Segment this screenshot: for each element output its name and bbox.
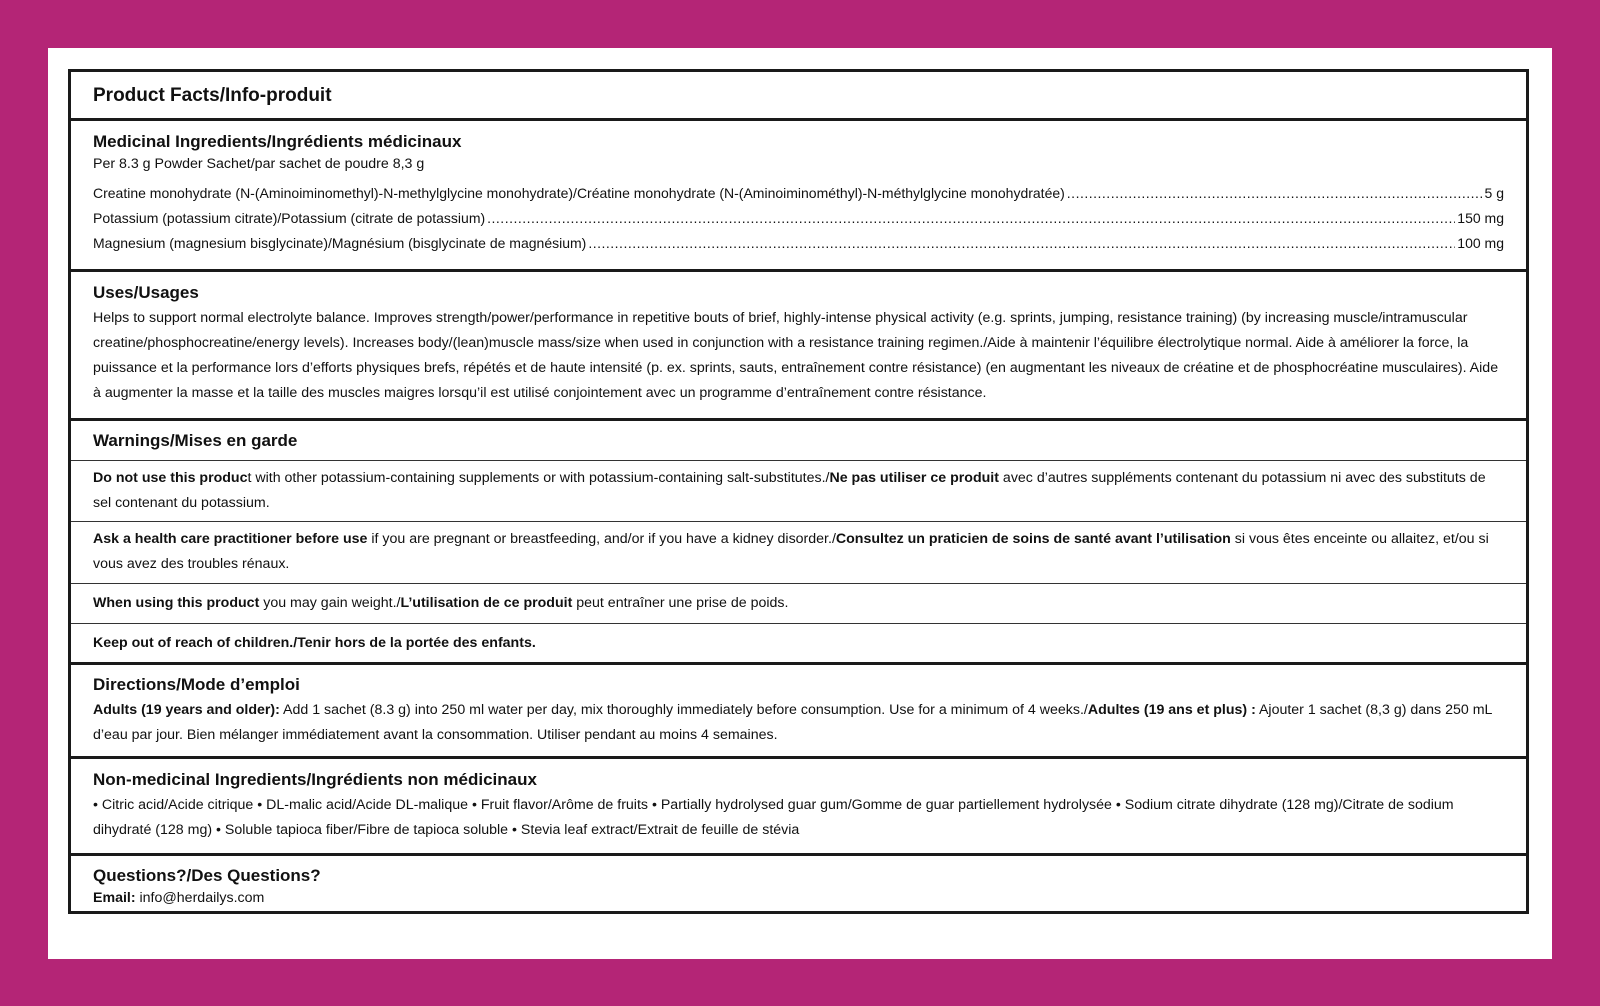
facts-title: Product Facts/Info-produit: [93, 85, 332, 106]
warning-text: When using this product you may gain weight./L’utilisation de ce produit peut entraîner une prise de poids.: [93, 595, 789, 612]
email-label: Email:: [93, 890, 136, 907]
email-address[interactable]: info@herdailys.com: [135, 890, 265, 907]
uses-text: Helps to support normal electrolyte balance. Improves strength/power/performance in repetitive bouts of brief, highly-intense physical activity (e.g. sprints, jumping, resistance training) (by increasing muscle/intramuscular creatine/phosphocreatine/energy levels). Increases body/(lean)muscle mass/size when used in conjunction with a resistance training regimen./Aide à maintenir l’équilibre électrolytique normal. Aide à améliorer la force, la puissance et la performance lors d’efforts physiques brefs, répétés et de haute intensité (p. ex. sprints, sauts, entraînement contre résistance) (en augmentant les niveaux de créatine et de phosphocréatine musculaires). Aide à augmenter la masse et la taille des muscles maigres lorsqu’il est utilisé conjointement avec un programme d’entraînement contre résistance.: [93, 310, 1499, 402]
warning-text: Keep out of reach of children./Tenir hors de la portée des enfants.: [93, 634, 536, 651]
warning-text: Do not use this product with other potassium-containing supplements or with potassium-containing salt-substitutes./Ne pas utiliser ce produit avec d’autres suppléments contenant du potassium ni avec des substituts de sel contenant du potassium.: [93, 469, 1486, 511]
medicinal-section: [71, 121, 1526, 272]
product-facts-panel: [68, 69, 1529, 914]
non-medicinal-section: [71, 759, 1526, 856]
ingredient-name: Creatine monohydrate (N-(Aminoiminomethyl)-N-methylglycine monohydrate)/Créatine monohydrate (N-(Aminoiminométhyl)-N-méthylglycine monohydratée): [93, 184, 1065, 201]
warning-text: Ask a health care practitioner before use if you are pregnant or breastfeeding, and/or if you have a kidney disorder./Consultez un praticien de soins de santé avant l’utilisation si vous êtes enceinte ou allaitez, et/ou si vous avez des troubles rénaux.: [93, 531, 1489, 573]
uses-heading: Uses/Usages: [93, 283, 199, 303]
directions-heading: Directions/Mode d’emploi: [93, 674, 300, 694]
serving-size: Per 8.3 g Powder Sachet/par sachet de poudre 8,3 g: [93, 155, 425, 172]
medicinal-heading: Medicinal Ingredients/Ingrédients médicinaux: [93, 131, 462, 151]
warnings-header: [71, 421, 1526, 461]
non-medicinal-text: • Citric acid/Acide citrique • DL-malic acid/Acide DL-malique • Fruit flavor/Arôme de fruits • Partially hydrolysed guar gum/Gomme de guar partiellement hydrolysée • Sodium citrate dihydrate (128 mg)/Citrate de sodium dihydraté (128 mg) • Soluble tapioca fiber/Fibre de tapioca soluble • Stevia leaf extract/Extrait de feuille de stévia: [93, 797, 1454, 839]
ingredient-name: Potassium (potassium citrate)/Potassium (citrate de potassium): [93, 209, 486, 226]
directions-section: [71, 665, 1526, 760]
warning-item: [71, 624, 1526, 665]
ingredient-amount: 150 mg: [1457, 209, 1504, 226]
ingredient-amount: 100 mg: [1457, 234, 1504, 251]
warning-item: [71, 522, 1526, 584]
label-card: [48, 48, 1552, 959]
leader-dots: [487, 206, 1455, 231]
ingredient-amount: 5 g: [1484, 184, 1504, 201]
ingredient-row: [93, 206, 1504, 231]
ingredient-name: Magnesium (magnesium bisglycinate)/Magnésium (bisglycinate de magnésium): [93, 234, 587, 251]
warnings-heading: Warnings/Mises en garde: [93, 430, 298, 450]
warning-item: [71, 584, 1526, 624]
leader-dots: [1067, 181, 1483, 206]
directions-text: Adults (19 years and older): Add 1 sachet (8.3 g) into 250 ml water per day, mix thoroughly immediately before consumption. Use for a minimum of 4 weeks./Adultes (19 ans et plus) : Ajouter 1 sachet (8,3 g) dans 250 mL d’eau par jour. Bien mélanger immédiatement avant la consommation. Utiliser pendant au moins 4 semaines.: [93, 701, 1492, 743]
leader-dots: [588, 231, 1455, 256]
warning-item: [71, 461, 1526, 523]
ingredient-row: [93, 181, 1504, 206]
ingredient-list: [93, 181, 1504, 256]
facts-header: [71, 72, 1526, 121]
uses-section: [71, 272, 1526, 420]
questions-heading: Questions?/Des Questions?: [93, 866, 321, 886]
contact-line: [93, 886, 1504, 911]
questions-section: [71, 856, 1526, 911]
non-medicinal-heading: Non-medicinal Ingredients/Ingrédients non médicinaux: [93, 770, 537, 790]
ingredient-row: [93, 231, 1504, 256]
